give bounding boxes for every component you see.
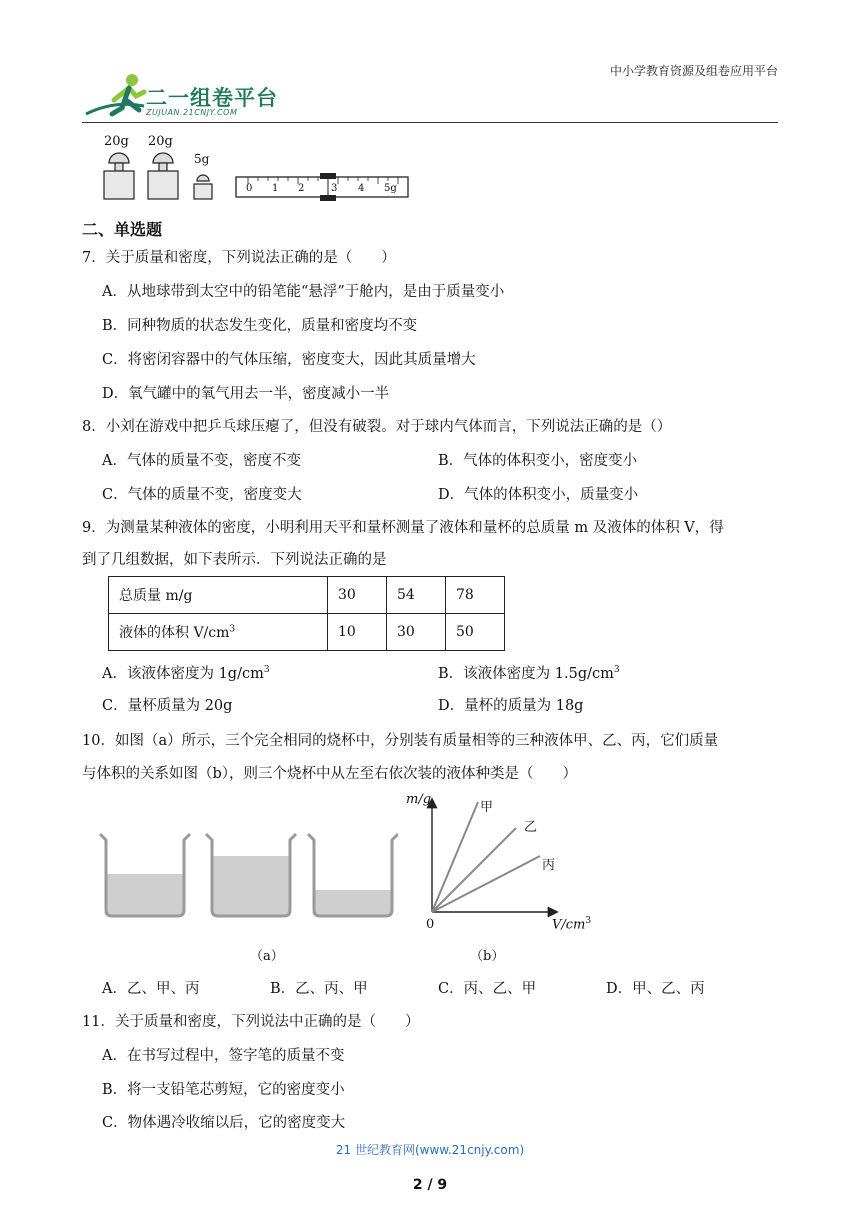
platform-name: 中小学教育资源及组卷应用平台 [609, 64, 778, 78]
q8-stem: 8．小刘在游戏中把乒乓球压瘪了，但没有破裂。对于球内气体而言，下列说法正确的是（） [82, 419, 672, 435]
q7-option-a: A．从地球带到太空中的铅笔能“悬浮”于舱内，是由于质量变小 [102, 284, 505, 300]
q10-option-a: A．乙、甲、丙 [102, 981, 200, 997]
table-cell: 10 [328, 614, 387, 651]
q7-option-c: C．将密闭容器中的气体压缩，密度变大，因此其质量增大 [102, 352, 476, 368]
table-cell: 50 [446, 614, 505, 651]
q11-option-b: B．将一支铅笔芯剪短，它的密度变小 [102, 1082, 345, 1098]
table-row [109, 614, 505, 651]
scale-tick-3: 3 [331, 183, 338, 194]
q8-option-a: A．气体的质量不变，密度不变 [102, 453, 301, 469]
table-cell: 54 [387, 577, 446, 614]
scale-tick-5: 5g [384, 183, 397, 194]
q10-stem-line1: 10．如图（a）所示，三个完全相同的烧杯中，分别装有质量相等的三种液体甲、乙、丙，它们质量 [82, 733, 719, 749]
q10-option-c: C．丙、乙、甲 [438, 981, 537, 997]
scale-tick-0: 0 [246, 183, 253, 194]
q9-option-c: C．量杯质量为 20g [102, 698, 233, 714]
q9-option-b: B．该液体密度为 $1.5g/cm^3$ [438, 665, 620, 682]
table-row [109, 577, 505, 614]
figure-b-caption: （b） [470, 949, 505, 964]
line-yi [432, 828, 516, 912]
q9-stem-line2: 到了几组数据，如下表所示．下列说法正确的是 [82, 552, 387, 568]
footer-site-link[interactable]: 21 世纪教育网(www.21cnjy.com) [335, 1143, 525, 1157]
scale-tick-4: 4 [358, 183, 365, 194]
q11-stem: 11．关于质量和密度，下列说法中正确的是（ ） [82, 1014, 420, 1030]
logo-subtext: ZUJUAN.21CNJY.COM [146, 108, 238, 117]
logo-text: 二一组卷平台 [146, 86, 278, 110]
q10-option-b: B．乙、丙、甲 [270, 981, 368, 997]
q8-option-d: D．气体的体积变小，质量变小 [438, 487, 639, 503]
q10-option-d: D．甲、乙、丙 [606, 981, 705, 997]
q9-stem-line1: 9．为测量某种液体的密度，小明利用天平和量杯测量了液体和量杯的总质量 m 及液体的体积 V，得 [82, 520, 724, 536]
weight-label-3: 5g [194, 152, 210, 166]
q9-data-table [108, 576, 505, 651]
q7-stem: 7．关于质量和密度，下列说法正确的是（ ） [82, 250, 396, 266]
graph-x-label: $V/cm^3$ [552, 916, 592, 933]
q8-option-c: C．气体的质量不变，密度变大 [102, 487, 302, 503]
q10-stem-line2: 与体积的关系如图（b），则三个烧杯中从左至右依次装的液体种类是（ ） [82, 766, 578, 782]
q8-option-b: B．气体的体积变小，密度变小 [438, 453, 638, 469]
graph-origin: 0 [426, 917, 435, 932]
q11-option-a: A．在书写过程中，签字笔的质量不变 [102, 1048, 345, 1064]
beaker-left [100, 834, 190, 916]
scale-tick-2: 2 [298, 183, 305, 194]
beaker-middle [206, 834, 296, 916]
table-cell: 78 [446, 577, 505, 614]
page-number: 2 / 9 [412, 1177, 448, 1193]
table-cell: 总质量 m/g [109, 577, 328, 614]
table-cell: 30 [387, 614, 446, 651]
graph-line-label-yi: 乙 [524, 820, 538, 835]
beakers-figure [98, 830, 398, 922]
table-cell: 30 [328, 577, 387, 614]
beaker-right [308, 834, 398, 916]
figure-a-caption: （a） [250, 949, 284, 964]
q11-option-c: C．物体遇冷收缩以后，它的密度变大 [102, 1115, 346, 1131]
weight-label-2: 20g [148, 134, 173, 149]
q7-option-b: B．同种物质的状态发生变化，质量和密度均不变 [102, 318, 418, 334]
line-jia [432, 802, 478, 912]
weights-figure [96, 134, 416, 204]
q9-option-a: A．该液体密度为 $1g/cm^3$ [102, 665, 270, 682]
graph-line-label-bing: 丙 [542, 858, 556, 873]
graph-line-label-jia: 甲 [480, 800, 494, 815]
q9-option-d: D．量杯的质量为 18g [438, 698, 584, 714]
weight-label-1: 20g [104, 134, 129, 149]
table-cell: 液体的体积 $V/cm^3$ [109, 614, 328, 651]
header-divider [82, 122, 778, 123]
q7-option-d: D．氧气罐中的氧气用去一半，密度减小一半 [102, 386, 390, 402]
section-title: 二、单选题 [82, 220, 163, 239]
graph-y-label: m/g [406, 792, 432, 807]
scale-tick-1: 1 [272, 183, 279, 194]
line-bing [432, 856, 540, 912]
